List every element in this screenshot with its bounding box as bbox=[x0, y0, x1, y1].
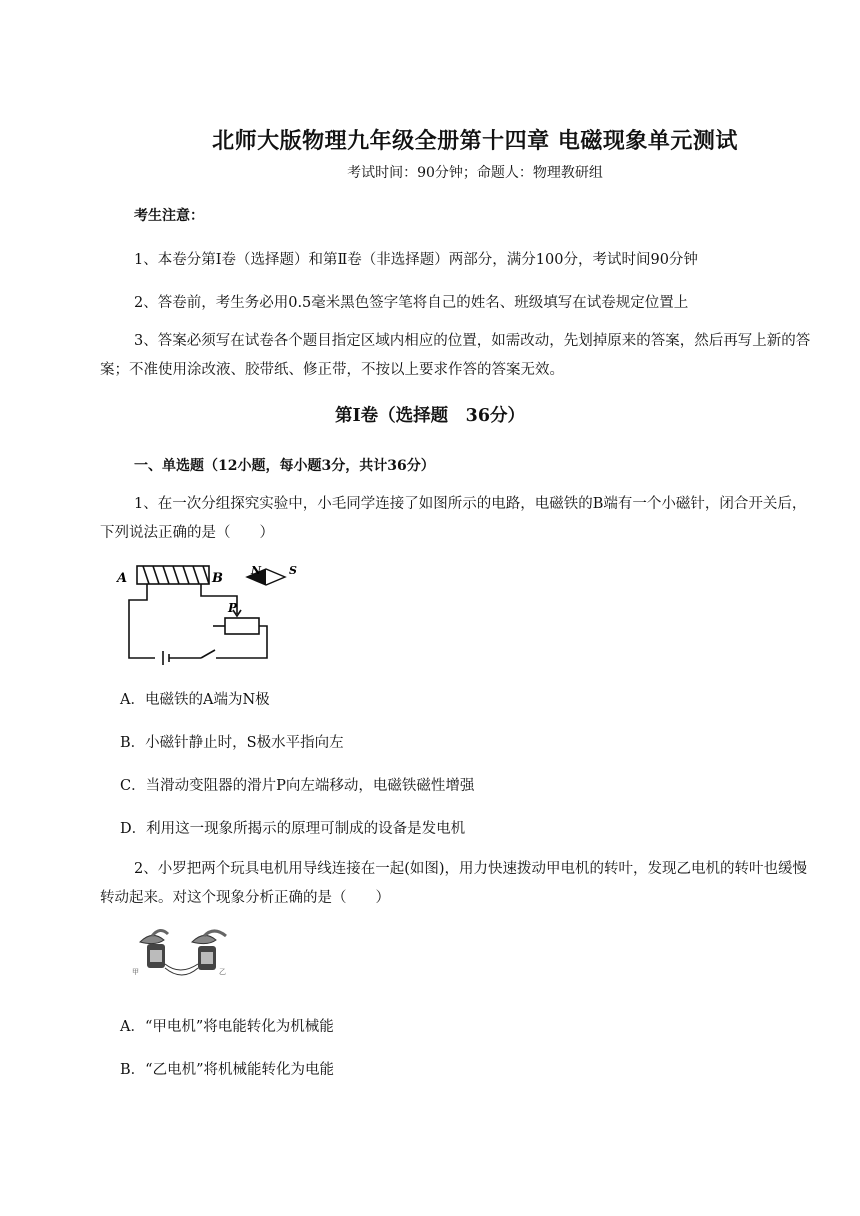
label-yi: 乙 bbox=[219, 968, 226, 976]
exam-info: 考试时间：90分钟；命题人：物理教研组 bbox=[347, 165, 603, 181]
question-type-heading: 一、单选题（12小题，每小题3分，共计36分） bbox=[134, 458, 435, 474]
electromagnet-coil bbox=[143, 566, 209, 584]
switch-symbol bbox=[169, 626, 267, 658]
motors-figure bbox=[130, 928, 240, 984]
notice-item-2: 2、答卷前，考生务必用0.5毫米黑色签字笔将自己的姓名、班级填写在试卷规定位置上 bbox=[134, 295, 689, 311]
question-2-stem: 2、小罗把两个玩具电机用导线连接在一起(如图)，用力快速拨动甲电机的转叶，发现乙电机的转叶也缓慢转动起来。对这个现象分析正确的是（ ） bbox=[100, 861, 808, 906]
question-1-option-b: B．小磁针静止时，S极水平指向左 bbox=[120, 735, 344, 751]
notice-heading: 考生注意： bbox=[134, 208, 204, 224]
circuit-figure bbox=[115, 560, 315, 670]
notice-item-3: 3、答案必须写在试卷各个题目指定区域内相应的位置，如需改动，先划掉原来的答案，然后再写上新的答案；不准使用涂改液、胶带纸、修正带，不按以上要求作答的答案无效。 bbox=[100, 333, 811, 378]
question-1-option-d: D．利用这一现象所揭示的原理可制成的设备是发电机 bbox=[120, 821, 466, 837]
label-p: P bbox=[228, 601, 238, 615]
label-b: B bbox=[212, 571, 223, 586]
section-title: 第Ⅰ卷（选择题 36分） bbox=[334, 406, 526, 426]
label-n: N bbox=[251, 564, 262, 577]
rheostat bbox=[225, 618, 259, 634]
question-1-stem: 1、在一次分组探究实验中，小毛同学连接了如图所示的电路，电磁铁的B端有一个小磁针，闭合开关后，下列说法正确的是（ ） bbox=[100, 496, 807, 541]
label-a: A bbox=[117, 571, 128, 586]
label-jia: 甲 bbox=[132, 968, 139, 976]
label-s: S bbox=[289, 564, 297, 577]
question-2-option-b: B．“乙电机”将机械能转化为电能 bbox=[120, 1062, 334, 1078]
motor-jia bbox=[140, 930, 168, 968]
connecting-wires bbox=[165, 964, 198, 975]
page-title: 北师大版物理九年级全册第十四章 电磁现象单元测试 bbox=[212, 128, 738, 154]
question-1-option-a: A．电磁铁的A端为N极 bbox=[120, 692, 270, 708]
battery-symbol bbox=[163, 651, 169, 665]
notice-item-1: 1、本卷分第Ⅰ卷（选择题）和第Ⅱ卷（非选择题）两部分，满分100分，考试时间90分钟 bbox=[134, 252, 698, 268]
question-2-option-a: A．“甲电机”将电能转化为机械能 bbox=[120, 1019, 334, 1035]
question-1-option-c: C．当滑动变阻器的滑片P向左端移动，电磁铁磁性增强 bbox=[120, 778, 475, 794]
